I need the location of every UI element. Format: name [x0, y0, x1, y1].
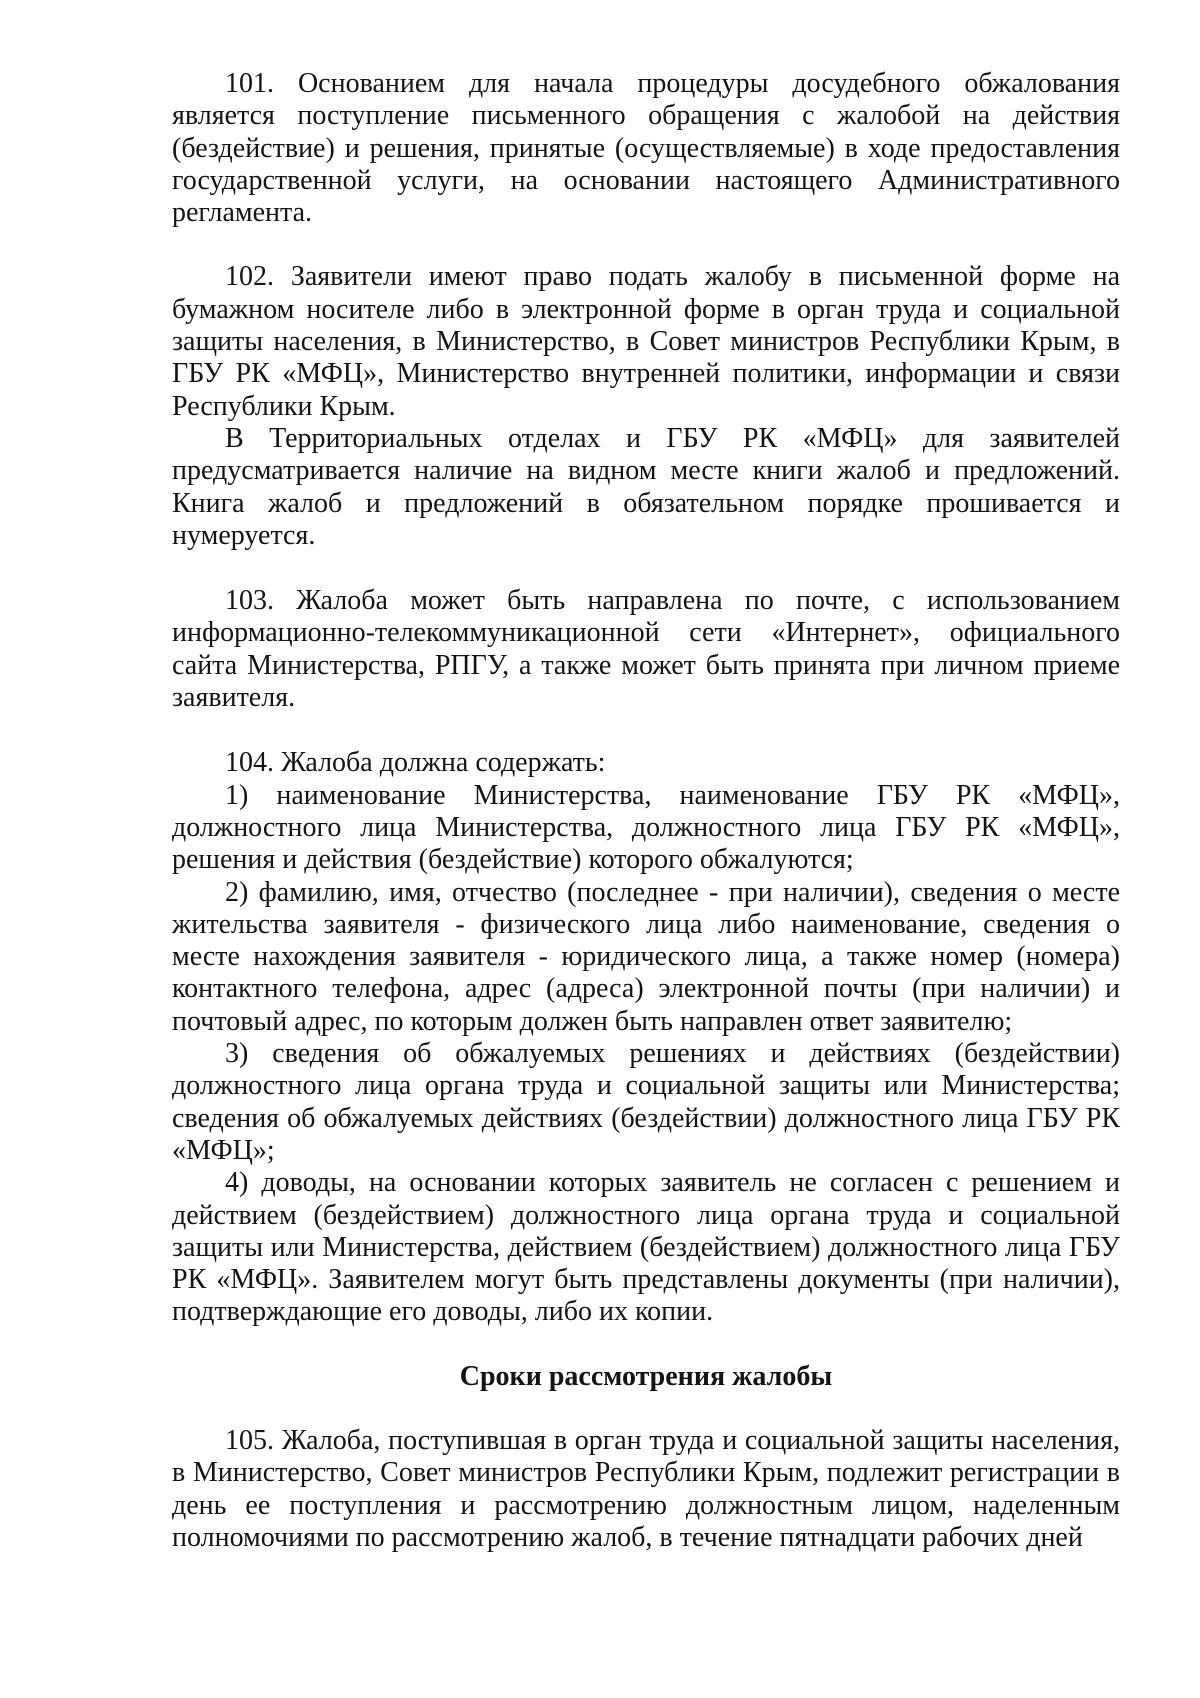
paragraph-104-item-3: 3) сведения об обжалуемых решениях и действиях (бездействии) должностного лица органа труда и социальной защиты или Министерства; сведения об обжалуемых действиях (бездействии) должностного лица ГБУ РК «МФЦ»;: [172, 1038, 1120, 1166]
paragraph-104-item-1: 1) наименование Министерства, наименование ГБУ РК «МФЦ», должностного лица Министерства, должностного лица ГБУ РК «МФЦ», решения и действия (бездействие) которого обжалуются;: [172, 779, 1120, 876]
section-heading: Сроки рассмотрения жалобы: [459, 1360, 833, 1392]
paragraph-104-item-4: 4) доводы, на основании которых заявитель не согласен с решением и действием (бездействием) должностного лица органа труда и социальной защиты или Министерства, действием (бездействием) должностного лица ГБУ РК «МФЦ». Заявителем могут быть представлены документы (при наличии), подтверждающие его доводы, либо их копии.: [172, 1167, 1120, 1328]
paragraph-102-continued: В Территориальных отделах и ГБУ РК «МФЦ» для заявителей предусматривается наличие на видном месте книги жалоб и предложений. Книга жалоб и предложений в обязательном порядке прошивается и нумеруется.: [172, 422, 1120, 551]
paragraph-104: 104. Жалоба должна содержать:: [225, 747, 606, 779]
paragraph-103: 103. Жалоба может быть направлена по почте, с использованием информационно-телекоммуникационной сети «Интернет», официального сайта Министерства, РПГУ, а также может быть принята при личном приеме заявителя.: [172, 585, 1120, 714]
paragraph-102: 102. Заявители имеют право подать жалобу в письменной форме на бумажном носителе либо в электронной форме в орган труда и социальной защиты населения, в Министерство, в Совет министров Республики Крым, в ГБУ РК «МФЦ», Министерство внутренней политики, информации и связи Республики Крым.: [172, 261, 1120, 422]
document-page: [172, 68, 1120, 1554]
paragraph-101: 101. Основанием для начала процедуры досудебного обжалования является поступление письменного обращения с жалобой на действия (бездействие) и решения, принятые (осуществляемые) в ходе предоставления государственной услуги, на основании настоящего Административного регламента.: [172, 68, 1120, 229]
paragraph-104-item-2: 2) фамилию, имя, отчество (последнее - при наличии), сведения о месте жительства заявителя - физического лица либо наименование, сведения о месте нахождения заявителя - юридического лица, а также номер (номера) контактного телефона, адрес (адреса) электронной почты (при наличии) и почтовый адрес, по которым должен быть направлен ответ заявителю;: [172, 876, 1120, 1037]
paragraph-105: 105. Жалоба, поступившая в орган труда и социальной защиты населения, в Министерство, Совет министров Республики Крым, подлежит регистрации в день ее поступления и рассмотрению должностным лицом, наделенным полномочиями по рассмотрению жалоб, в течение пятнадцати рабочих дней: [172, 1424, 1120, 1553]
